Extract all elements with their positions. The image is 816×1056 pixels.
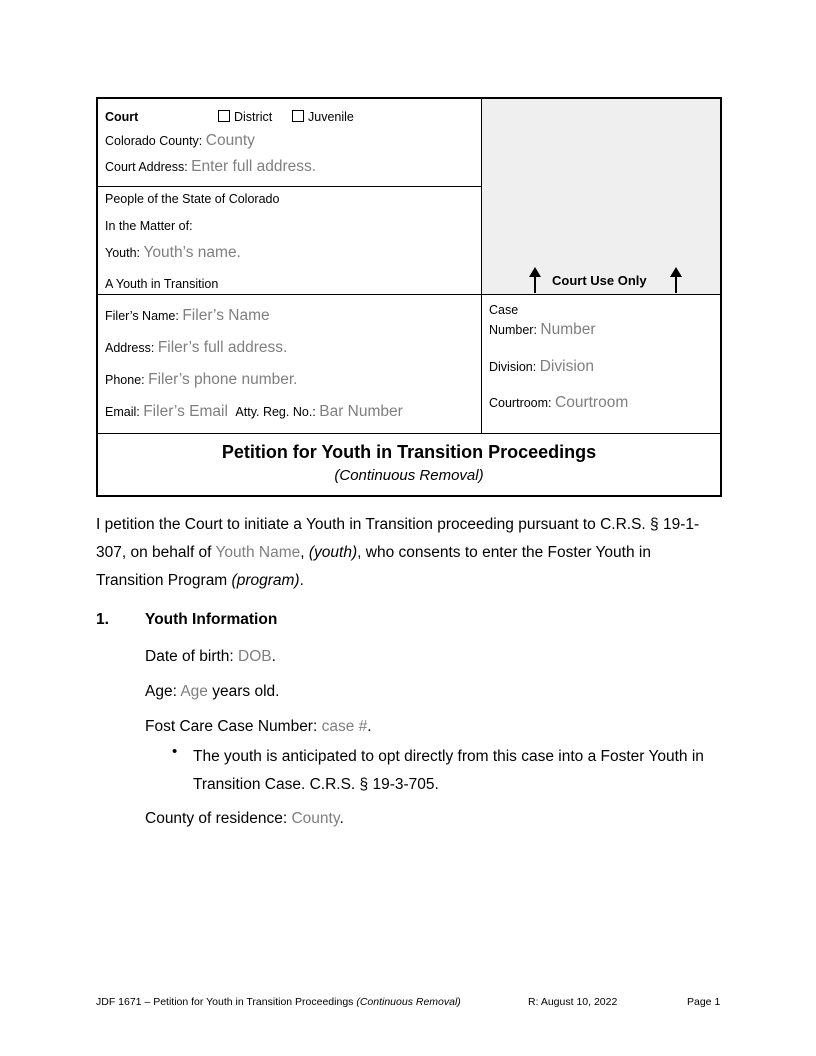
court-address-field[interactable]: Enter full address. xyxy=(191,158,317,175)
age-line: Age: Age years old. xyxy=(145,683,280,700)
document-subtitle: (Continuous Removal) xyxy=(334,467,484,484)
filer-info-cell xyxy=(96,294,482,434)
bullet-icon: • xyxy=(172,743,178,760)
courtroom-field[interactable]: Courtroom xyxy=(555,394,629,411)
county-label: Colorado County: xyxy=(105,134,203,148)
residence-line: County of residence: County. xyxy=(145,810,344,827)
case-caption xyxy=(96,97,722,497)
program-term: (program) xyxy=(231,572,300,589)
people-label: People of the State of Colorado xyxy=(105,192,280,206)
up-arrow-icon xyxy=(669,267,683,293)
youth-term: (youth) xyxy=(308,544,358,561)
atty-reg-field[interactable]: Bar Number xyxy=(319,403,403,420)
case-info-cell xyxy=(481,294,722,434)
dob-line: Date of birth: DOB. xyxy=(145,648,276,665)
juvenile-label: Juvenile xyxy=(308,110,354,124)
case-number-label: Number: xyxy=(489,323,537,337)
case-label: Case xyxy=(489,303,519,317)
filer-name-label: Filer’s Name: xyxy=(105,309,179,323)
foster-case-line: Fost Care Case Number: case #. xyxy=(145,718,372,735)
division-field[interactable]: Division xyxy=(539,358,594,375)
juvenile-option[interactable] xyxy=(292,110,354,124)
court-address-label: Court Address: xyxy=(105,160,188,174)
youth-role: A Youth in Transition xyxy=(105,277,219,291)
filer-address-label: Address: xyxy=(105,341,155,355)
email-label: Email: xyxy=(105,405,140,419)
filer-address-field[interactable]: Filer’s full address. xyxy=(157,339,288,356)
age-field[interactable]: Age xyxy=(180,683,208,700)
courtroom-label: Courtroom: xyxy=(489,396,552,410)
footer-form-id: JDF 1671 – Petition for Youth in Transition Proceedings (Continuous Removal) xyxy=(96,996,461,1008)
juvenile-checkbox[interactable] xyxy=(292,110,304,122)
district-option[interactable] xyxy=(218,110,272,124)
case-number-field[interactable]: Number xyxy=(540,321,596,338)
title-cell xyxy=(96,433,722,497)
filer-name-field[interactable]: Filer’s Name xyxy=(182,307,270,324)
court-use-cell xyxy=(481,97,722,295)
parties-cell xyxy=(96,186,482,295)
youth-name-field[interactable]: Youth Name xyxy=(215,544,301,561)
residence-field[interactable]: County xyxy=(291,810,340,827)
district-label: District xyxy=(234,110,273,124)
section-title: Youth Information xyxy=(145,611,278,628)
court-info-cell xyxy=(96,97,482,187)
document-title: Petition for Youth in Transition Proceedings xyxy=(221,442,597,462)
phone-label: Phone: xyxy=(105,373,145,387)
dob-field[interactable]: DOB xyxy=(238,648,272,665)
footer-page: Page 1 xyxy=(687,996,721,1008)
section-number: 1. xyxy=(96,611,109,628)
up-arrow-icon xyxy=(528,267,542,293)
foster-case-field[interactable]: case # xyxy=(321,718,368,735)
matter-label: In the Matter of: xyxy=(105,219,193,233)
email-field[interactable]: Filer’s Email xyxy=(143,403,228,420)
court-label: Court xyxy=(105,110,139,124)
atty-reg-label: Atty. Reg. No.: xyxy=(235,405,316,419)
district-checkbox[interactable] xyxy=(218,110,230,122)
division-label: Division: xyxy=(489,360,537,374)
youth-name-field[interactable]: Youth’s name. xyxy=(143,244,241,261)
footer-revision: R: August 10, 2022 xyxy=(528,996,618,1008)
intro-paragraph: I petition the Court to initiate a Youth in Transition proceeding pursuant to C.R.S. § 19-1-307, on behalf of Youth Name, (youth), who consents to enter the Foster Youth in Transition Program (program). xyxy=(96,516,700,589)
court-use-only-label: Court Use Only xyxy=(552,273,647,288)
phone-field[interactable]: Filer’s phone number. xyxy=(148,371,298,388)
bullet-text: The youth is anticipated to opt directly from this case into a Foster Youth in Transition Case. C.R.S. § 19-3-705. xyxy=(193,748,704,793)
county-field[interactable]: County xyxy=(205,132,255,149)
youth-label: Youth: xyxy=(105,246,140,260)
